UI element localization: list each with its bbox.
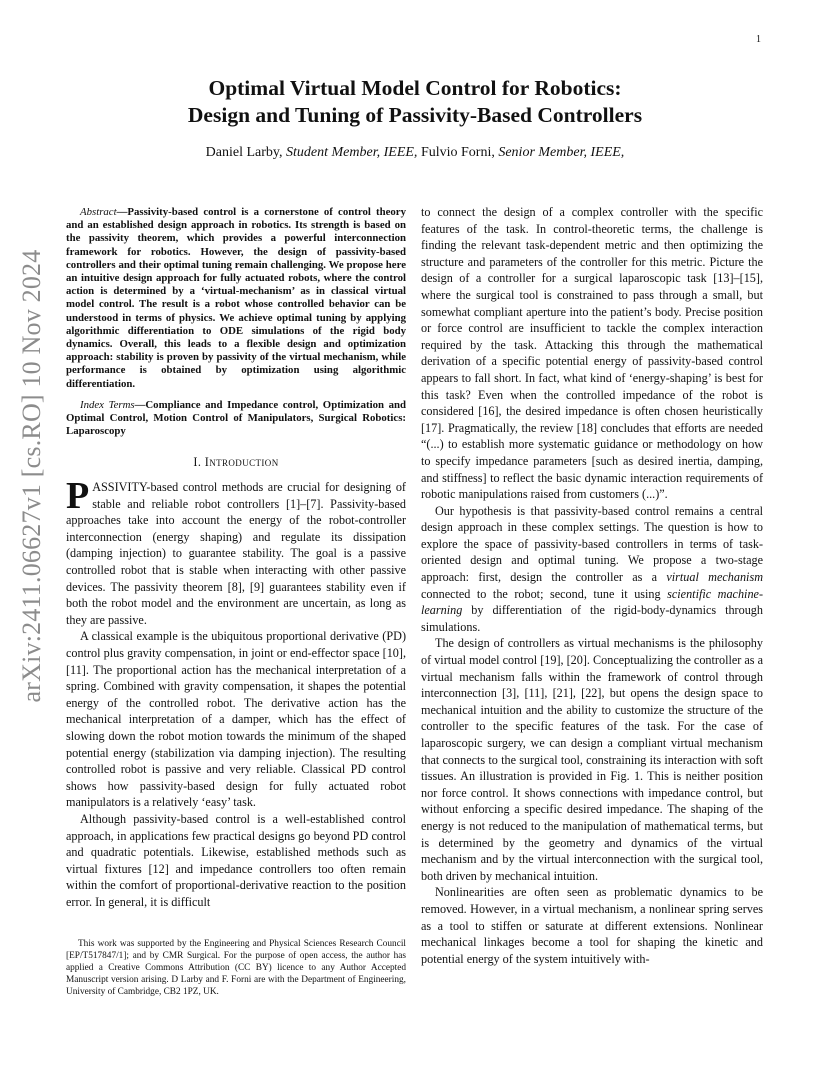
section-heading-introduction: [66, 454, 406, 471]
drop-cap-letter: P: [66, 475, 90, 518]
index-terms-text: —Compliance and Impedance control, Optimization and Optimal Control, Motion Control of Manipulators, Surgical Robotics: Laparoscopy: [66, 398, 406, 438]
intro-paragraph-3: Although passivity-based control is a well-established control approach, in applications few practical designs go beyond PD control and quadratic potentials. Likewise, established methods such as virtual fixtures [12] and impedance controllers too often remain within the comfort of proportional-derivative reaction to the position error. In general, it is difficult: [66, 811, 406, 909]
abstract: [66, 206, 406, 391]
right-paragraph-2-part-b: connected to the robot; second, tune it using: [421, 586, 668, 601]
left-column: [66, 206, 406, 910]
scientific-ml-term: scientific machine-learning: [421, 586, 764, 618]
index-terms-label: Index Terms: [80, 398, 135, 411]
intro-paragraph-1-text: ASSIVITY-based control methods are crucial for designing of stable and reliable robot controllers [1]–[7]. Passivity-based approaches take into account the energy of the robot-controller interconnection (energy shaping) and regulate its dissipation (damping injection) to guarantee stability. The goal is a passive controlled robot that is stable when interacting with other passive devices. The passivity theorem [8], [9] guarantees stability even if both the robot model and the environment are uncertain, as long as they are passive.: [66, 480, 406, 627]
virtual-mechanism-term: virtual mechanism: [666, 570, 763, 585]
abstract-text: —Passivity-based control is a cornerstone of control theory and an established design approach in robotics. Its strength is based on the passivity theorem, which provides a powerful interconnection framework for robotics. However, the design of passivity-based controllers and their optimal tuning remain challenging. We propose here an intuitive design approach for fully actuated robots, where the control action is determined by a ‘virtual-mechanism’ as in classical virtual model control. The result is a robot whose controlled behavior can be understood in terms of physics. We achieve optimal tuning by applying algorithmic differentiation to ODE simulations of the rigid body dynamics. Overall, this leads to a flexible design and optimization approach: stability is proven by passivity of the virtual mechanism, while performance is obtained by optimization using algorithmic differentiation.: [66, 206, 406, 390]
page-number: 1: [756, 34, 761, 45]
funding-footnote: This work was supported by the Engineering and Physical Sciences Research Council [EP/T517847/1]; and by CMR Surgical. For the purpose of open access, the author has applied a Creative Commons Attribution (CC BY) licence to any Author Accepted Manuscript version arising. D Larby and F. Forni are with the Department of Engineering, University of Cambridge, CB2 1PZ, UK.: [66, 939, 406, 997]
right-paragraph-2-part-c: by differentiation of the rigid-body-dynamics through simulations.: [421, 603, 763, 634]
arxiv-identifier[interactable]: arXiv:2411.06627v1 [cs.RO] 10 Nov 2024: [17, 249, 46, 703]
intro-paragraph-2: A classical example is the ubiquitous proportional derivative (PD) control plus gravity compensation, in joint or end-effector space [10], [11]. The proportional action has the mechanical interpretation of a spring. Combined with gravity compensation, it shapes the potential energy of the controlled robot. The derivative action has the mechanical interpretation of a damper, which has the effect of slowing down the robot motion towards the minimum of the shaped potential energy (stabilization via damping injection). The resulting controlled robot is passive and very reliable. Classical PD control shows how passivity-based design for fully actuated robot manipulators is a relatively ‘easy’ task.: [66, 629, 406, 810]
intro-paragraph-1: [66, 475, 406, 628]
right-paragraph-2-part-a: Our hypothesis is that passivity-based control remains a central design approach in these complex settings. The question is how to explore the space of passivity-based controllers in terms of task-oriented design and optimal tuning. We propose a two-stage approach: first, design the controller as a: [421, 503, 763, 585]
author-2-name: Fulvio Forni,: [420, 145, 495, 160]
right-column: [421, 204, 763, 967]
title-line-1: Optimal Virtual Model Control for Robotics:: [208, 76, 622, 100]
title-line-2: Design and Tuning of Passivity-Based Controllers: [187, 103, 643, 127]
abstract-label: Abstract: [80, 206, 117, 218]
author-1-role: Student Member, IEEE,: [286, 145, 418, 160]
right-paragraph-3: The design of controllers as virtual mechanisms is the philosophy of virtual model control [19], [20]. Conceptualizing the controller as a virtual mechanism falls within the framework of control through interconnection [3], [11], [21], [22], but opens the design space to mechanical intuition and the ability to customize the structure of the controller to the specific features of the task. For the case of laparoscopic surgery, we can design a compliant virtual mechanism that connects to the surgical tool, constraining its interaction with soft tissues. An illustration is provided in Fig. 1. This is neither position nor force control. It shows connections with impedance control, but without enforcing a specific desired impedance. The shaping of the energy is not reduced to the manipulation of mathematical terms, but is determined by the geometry and dynamics of the virtual mechanism and by the virtual interconnection with the surgical tool, both driven by mechanical intuition.: [421, 636, 763, 883]
author-list: [74, 145, 756, 161]
author-2-role: Senior Member, IEEE,: [498, 145, 625, 160]
right-paragraph-1: to connect the design of a complex controller with the specific features of the task. In control-theoretic terms, the challenge is finding the relevant task-dependent metric and then optimizing the structure and parameters of the controller for this metric. Picture the design of a controller for a surgical laparoscopic task [13]–[15], where the surgical tool is constrained to pass through a small, but somewhat compliant aperture into the patient’s body. Precise position or force control are insufficient to tackle the complex interaction required by the task. Attacking this through the mathematical derivation of a specific potential energy of passivity-based control appears to fall short. In fact, what kind of ‘energy-shaping’ is best for this task? Even when the controlled impedance of the robot is considered [16], the desired impedance is often chosen heuristically [17]. Pragmatically, the review [18] concludes that efforts are needed “(...) to establish more systematic guidance or methodology on how to specify impedance parameters [such as desired inertia, damping, and stiffness] to reflect the basic dynamic interaction requirements of robotic manipulations raised from customers (...)”.: [421, 205, 763, 502]
author-1-name: Daniel Larby,: [205, 145, 283, 160]
right-paragraph-2: [421, 503, 763, 636]
section-number: I.: [193, 455, 202, 470]
right-paragraph-4: Nonlinearities are often seen as problematic dynamics to be removed. However, in a virtual mechanism, a nonlinear spring serves as a tool to stiffen or saturate at different extensions. Nonlinear mechanical linkages become a tool for shaping the kinetic and potential energy of the system intuitively with-: [421, 885, 763, 966]
section-title: Introduction: [204, 455, 279, 470]
index-terms: [66, 399, 406, 439]
paper-title: [74, 75, 756, 129]
